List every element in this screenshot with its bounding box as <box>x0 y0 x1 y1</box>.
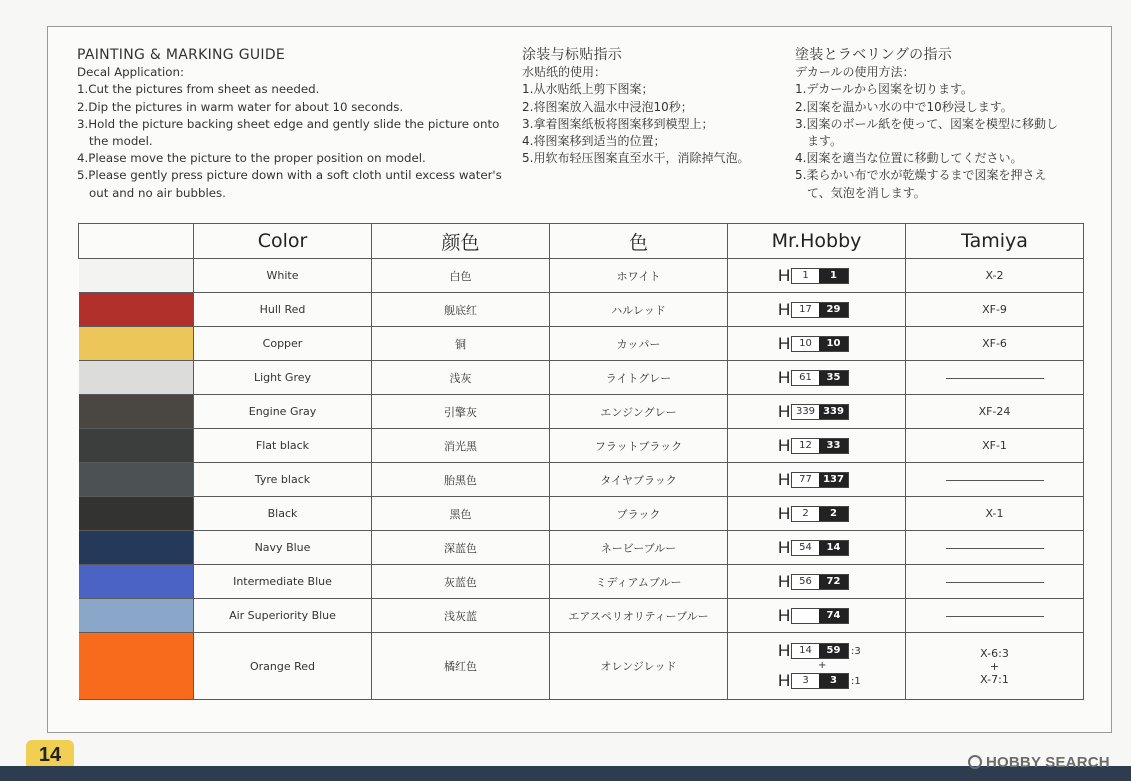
tamiya-stack <box>906 647 1083 686</box>
color-name-ja: オレンジレッド <box>550 633 728 700</box>
step-zh-5: 5.用软布轻压图案直至水干，消除掉气泡。 <box>522 151 750 166</box>
code-light: 17 <box>792 303 819 317</box>
mr-hobby-code <box>728 368 905 388</box>
color-name-en: Orange Red <box>194 633 372 700</box>
color-name-en: Tyre black <box>194 463 372 497</box>
mix-ratio: :1 <box>851 675 861 687</box>
code-light: 61 <box>792 371 819 385</box>
guide-title-en: PAINTING & MARKING GUIDE <box>77 47 286 63</box>
tamiya-line: X-6:3 <box>980 646 1009 660</box>
step-en-5: 5.Please gently press picture down with a soft cloth until excess water's <box>77 168 502 183</box>
color-name-ja: ライトグレー <box>550 361 728 395</box>
table-row <box>79 599 1084 633</box>
header-swatch <box>79 224 194 259</box>
color-swatch <box>79 259 194 293</box>
step-zh-3: 3.拿着图案纸板将图案移到模型上； <box>522 116 714 131</box>
h-letter: H <box>778 367 791 387</box>
h-letter: H <box>778 641 791 660</box>
watermark <box>968 754 1110 771</box>
table-row <box>79 293 1084 327</box>
no-equivalent-dash <box>946 548 1044 549</box>
mr-hobby-cell <box>728 259 906 293</box>
mr-hobby-cell <box>728 599 906 633</box>
color-name-ja: ハルレッド <box>550 293 728 327</box>
step-en-5-cont: out and no air bubbles. <box>89 185 226 200</box>
h-letter: H <box>778 333 791 353</box>
color-name-en: Flat black <box>194 429 372 463</box>
code-boxes <box>791 574 849 590</box>
mr-hobby-code <box>728 402 905 422</box>
intro-chinese <box>522 47 772 167</box>
color-swatch <box>79 429 194 463</box>
color-name-zh: 消光黑 <box>372 429 550 463</box>
color-swatch <box>79 395 194 429</box>
code-dark: 59 <box>819 644 848 658</box>
color-name-zh: 引擎灰 <box>372 395 550 429</box>
code-light: 1 <box>792 269 819 283</box>
guide-title-zh: 涂装与标贴指示 <box>522 47 623 63</box>
color-swatch <box>79 361 194 395</box>
bottom-bar <box>0 766 1131 781</box>
color-name-ja: ブラック <box>550 497 728 531</box>
header-color-zh: 颜色 <box>372 224 550 259</box>
decal-subtitle-en: Decal Application: <box>77 65 184 80</box>
mr-hobby-code <box>728 572 905 592</box>
color-reference-table <box>78 223 1084 700</box>
h-letter: H <box>778 571 791 591</box>
table-row <box>79 633 1084 700</box>
code-boxes <box>791 404 849 420</box>
code-light: 56 <box>792 575 819 589</box>
tamiya-cell <box>906 531 1084 565</box>
tamiya-cell <box>906 361 1084 395</box>
decal-subtitle-zh: 水贴纸的使用： <box>522 65 607 80</box>
table-row <box>79 327 1084 361</box>
tamiya-cell: X-2 <box>906 259 1084 293</box>
step-ja-4: 4.図案を適当な位置に移動してください。 <box>795 151 1023 166</box>
code-boxes <box>791 370 849 386</box>
table-row <box>79 531 1084 565</box>
step-en-4: 4.Please move the picture to the proper position on model. <box>77 151 426 166</box>
mr-hobby-cell <box>728 565 906 599</box>
mr-hobby-cell <box>728 361 906 395</box>
tamiya-cell: XF-1 <box>906 429 1084 463</box>
mr-hobby-cell <box>728 395 906 429</box>
code-boxes <box>791 268 849 284</box>
code-dark: 35 <box>819 371 848 385</box>
h-letter: H <box>778 265 791 285</box>
color-name-zh: 铜 <box>372 327 550 361</box>
tamiya-cell: X-1 <box>906 497 1084 531</box>
intro-english <box>77 47 507 202</box>
color-swatch <box>79 565 194 599</box>
h-letter: H <box>778 537 791 557</box>
color-name-ja: エンジングレー <box>550 395 728 429</box>
mr-hobby-stack <box>728 641 905 691</box>
code-boxes <box>791 506 849 522</box>
step-en-3-cont: the model. <box>89 134 153 149</box>
code-light: 3 <box>792 674 819 688</box>
page-number: 14 <box>26 740 74 771</box>
code-light: 12 <box>792 439 819 453</box>
code-boxes <box>791 540 849 556</box>
plus-sign: + <box>818 660 827 671</box>
h-letter: H <box>778 605 791 625</box>
code-boxes <box>791 643 849 659</box>
tamiya-cell <box>906 633 1084 700</box>
code-boxes <box>791 673 849 689</box>
code-boxes <box>791 336 849 352</box>
step-zh-1: 1.从水贴纸上剪下图案； <box>522 82 654 97</box>
color-swatch <box>79 531 194 565</box>
code-dark: 33 <box>819 439 848 453</box>
step-en-2: 2.Dip the pictures in warm water for about 10 seconds. <box>77 99 404 114</box>
mr-hobby-code <box>728 606 905 626</box>
mr-hobby-cell <box>728 463 906 497</box>
step-ja-2: 2.図案を温かい水の中で10秒浸します。 <box>795 99 1013 114</box>
color-name-zh: 舰底红 <box>372 293 550 327</box>
no-equivalent-dash <box>946 616 1044 617</box>
step-en-3: 3.Hold the picture backing sheet edge and gently slide the picture onto <box>77 116 500 131</box>
color-name-ja: カッパー <box>550 327 728 361</box>
mr-hobby-code <box>728 436 905 456</box>
color-name-en: Air Superiority Blue <box>194 599 372 633</box>
tamiya-cell <box>906 565 1084 599</box>
mr-hobby-code <box>728 470 905 490</box>
code-dark: 10 <box>819 337 848 351</box>
tamiya-cell <box>906 599 1084 633</box>
header-color-en: Color <box>194 224 372 259</box>
step-ja-5-cont: て、気泡を消します。 <box>807 185 926 200</box>
h-letter: H <box>778 503 791 523</box>
color-name-en: Copper <box>194 327 372 361</box>
color-name-zh: 黑色 <box>372 497 550 531</box>
mr-hobby-cell <box>728 327 906 361</box>
h-letter: H <box>778 671 791 690</box>
step-ja-1: 1.デカールから図案を切ります。 <box>795 82 974 97</box>
color-name-zh: 深蓝色 <box>372 531 550 565</box>
mr-hobby-cell <box>728 531 906 565</box>
color-name-en: Light Grey <box>194 361 372 395</box>
code-dark: 137 <box>819 473 848 487</box>
h-letter: H <box>778 401 791 421</box>
tamiya-cell: XF-6 <box>906 327 1084 361</box>
table-row <box>79 361 1084 395</box>
color-name-en: Hull Red <box>194 293 372 327</box>
no-equivalent-dash <box>946 378 1044 379</box>
code-boxes <box>791 472 849 488</box>
code-dark: 3 <box>819 674 848 688</box>
header-tamiya: Tamiya <box>906 224 1084 259</box>
code-dark: 14 <box>819 541 848 555</box>
color-name-en: Intermediate Blue <box>194 565 372 599</box>
guide-title-ja: 塗装とラベリングの指示 <box>795 47 953 63</box>
code-boxes <box>791 438 849 454</box>
tamiya-line: X-7:1 <box>980 672 1009 686</box>
no-equivalent-dash <box>946 480 1044 481</box>
h-letter: H <box>778 435 791 455</box>
color-name-zh: 浅灰蓝 <box>372 599 550 633</box>
code-light <box>792 609 819 623</box>
mix-ratio: :3 <box>851 645 861 657</box>
table-row <box>79 565 1084 599</box>
code-dark: 29 <box>819 303 848 317</box>
code-light: 54 <box>792 541 819 555</box>
step-zh-2: 2.将图案放入温水中浸泡10秒； <box>522 99 693 114</box>
color-name-zh: 白色 <box>372 259 550 293</box>
code-boxes <box>791 302 849 318</box>
color-name-zh: 浅灰 <box>372 361 550 395</box>
intro-japanese <box>795 47 1095 202</box>
step-zh-4: 4.将图案移到适当的位置； <box>522 134 666 149</box>
color-name-en: Engine Gray <box>194 395 372 429</box>
code-light: 77 <box>792 473 819 487</box>
mr-hobby-cell <box>728 497 906 531</box>
mr-hobby-code <box>728 334 905 354</box>
color-name-en: Navy Blue <box>194 531 372 565</box>
color-swatch <box>79 599 194 633</box>
color-name-zh: 胎黑色 <box>372 463 550 497</box>
mr-hobby-code <box>778 671 861 691</box>
header-color-ja: 色 <box>550 224 728 259</box>
table-body <box>79 259 1084 700</box>
mr-hobby-code <box>728 538 905 558</box>
table-row <box>79 429 1084 463</box>
color-name-ja: ホワイト <box>550 259 728 293</box>
color-name-ja: エアスペリオリティーブルー <box>550 599 728 633</box>
code-boxes <box>791 608 849 624</box>
color-name-zh: 灰蓝色 <box>372 565 550 599</box>
mr-hobby-cell <box>728 293 906 327</box>
color-swatch <box>79 293 194 327</box>
tamiya-cell: XF-9 <box>906 293 1084 327</box>
code-light: 14 <box>792 644 819 658</box>
step-ja-5: 5.柔らかい布で水が乾燥するまで図案を押さえ <box>795 168 1047 183</box>
step-ja-3-cont: ます。 <box>807 134 843 149</box>
step-ja-3: 3.図案のボール紙を使って、図案を模型に移動し <box>795 116 1058 131</box>
h-letter: H <box>778 299 791 319</box>
color-name-ja: タイヤブラック <box>550 463 728 497</box>
code-dark: 1 <box>819 269 848 283</box>
code-dark: 2 <box>819 507 848 521</box>
h-letter: H <box>778 469 791 489</box>
color-name-ja: ネービーブルー <box>550 531 728 565</box>
code-dark: 72 <box>819 575 848 589</box>
code-light: 339 <box>792 405 819 419</box>
mr-hobby-code <box>728 300 905 320</box>
decal-subtitle-ja: デカールの使用方法： <box>795 65 915 80</box>
mr-hobby-cell <box>728 429 906 463</box>
mr-hobby-code <box>728 266 905 286</box>
color-name-en: Black <box>194 497 372 531</box>
table-header-row <box>79 224 1084 259</box>
mr-hobby-code <box>778 641 861 661</box>
color-name-zh: 橘红色 <box>372 633 550 700</box>
step-en-1: 1.Cut the pictures from sheet as needed. <box>77 82 320 97</box>
code-light: 2 <box>792 507 819 521</box>
watermark-text: HOBBY SEARCH <box>986 754 1110 771</box>
hobby-search-logo-icon <box>968 755 982 769</box>
table-row <box>79 259 1084 293</box>
table-row <box>79 463 1084 497</box>
color-name-en: White <box>194 259 372 293</box>
tamiya-line: + <box>989 659 1000 673</box>
no-equivalent-dash <box>946 582 1044 583</box>
mr-hobby-code <box>728 504 905 524</box>
mr-hobby-cell <box>728 633 906 700</box>
table-row <box>79 395 1084 429</box>
tamiya-cell <box>906 463 1084 497</box>
code-dark: 74 <box>819 609 848 623</box>
color-swatch <box>79 327 194 361</box>
color-name-ja: ミディアムブルー <box>550 565 728 599</box>
code-dark: 339 <box>819 405 848 419</box>
code-light: 10 <box>792 337 819 351</box>
color-swatch <box>79 497 194 531</box>
table-row <box>79 497 1084 531</box>
tamiya-cell: XF-24 <box>906 395 1084 429</box>
header-mr-hobby: Mr.Hobby <box>728 224 906 259</box>
color-swatch <box>79 463 194 497</box>
color-name-ja: フラットブラック <box>550 429 728 463</box>
color-swatch <box>79 633 194 700</box>
